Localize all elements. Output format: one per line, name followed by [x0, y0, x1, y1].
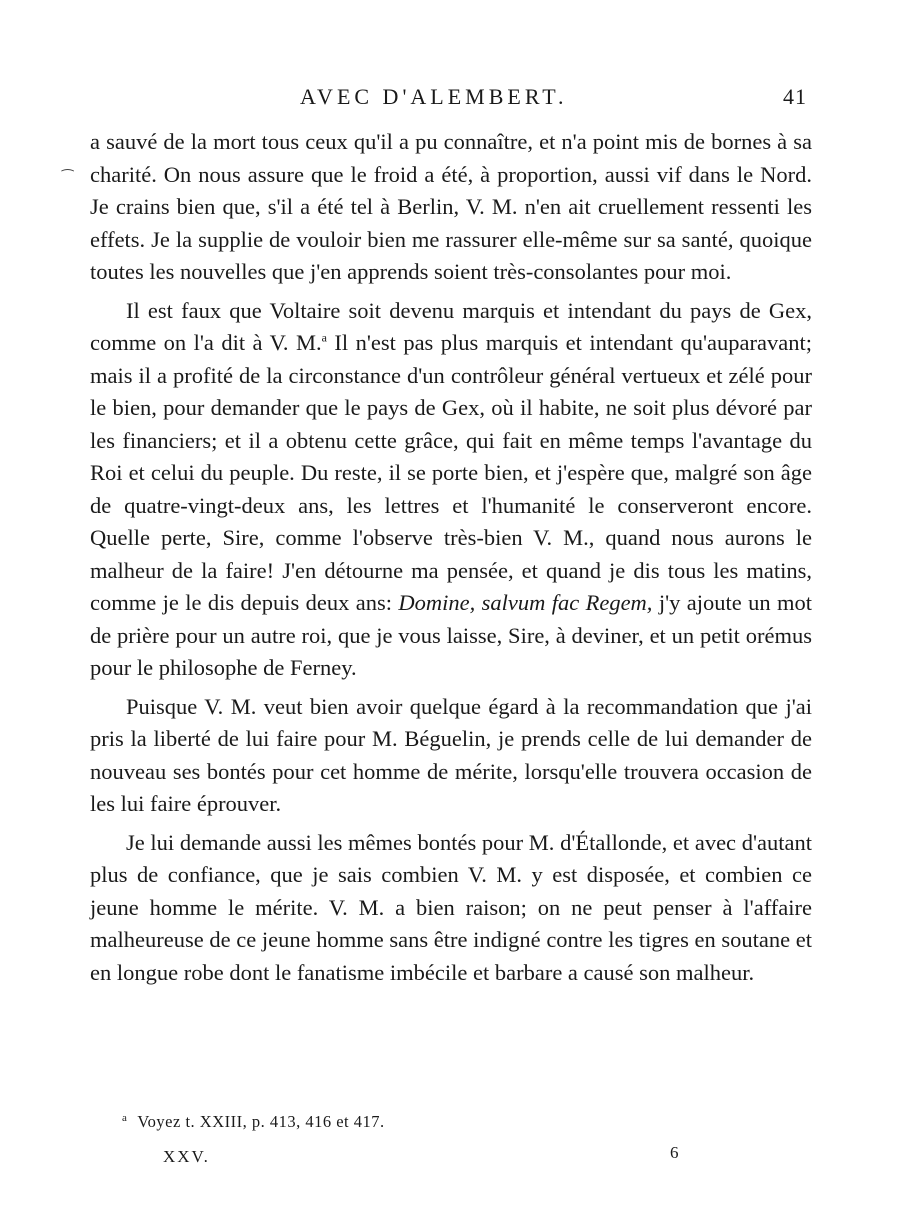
running-title: AVEC D'ALEMBERT. [300, 84, 568, 109]
footnote-marker: a [122, 1111, 128, 1124]
running-head [0, 84, 900, 114]
paragraph-text: Il est faux que Voltaire soit devenu marquis et intendant du pays de Gex, comme on l'a dit à V. M. [90, 297, 812, 355]
margin-mark: ⁀ [62, 171, 74, 186]
footnote-reference: a [321, 330, 327, 345]
sheet-signature: 6 [670, 1143, 679, 1162]
paragraph-continued: a sauvé de la mort tous ceux qu'il a pu connaître, et n'a point mis de bornes à sa charité. On nous assure que le froid a été, à proportion, aussi vif dans le Nord. Je crains bien que, s'il a été tel à Berlin, V. M. n'en ait cruellement ressenti les effets. Je la supplie de vouloir bien me rassurer elle-même sur sa santé, quoique toutes les nouvelles que j'en apprends soient très-consolantes pour moi. [90, 129, 812, 284]
page-number: 41 [783, 84, 807, 109]
paragraph-text: Il n'est pas plus marquis et intendant qu'auparavant; mais il a profité de la circonstance d'un contrôleur général vertueux et zélé pour le bien, pour demander que le pays de Gex, où il habite, ne soit plus dévoré par les financiers; et il a obtenu cette grâce, qui fait en même temps l'avantage du Roi et celui du peuple. Du reste, il se porte bien, et j'espère que, malgré son âge de quatre-vingt-deux ans, les lettres et l'humanité le conserveront encore. Quelle perte, Sire, comme l'observe très-bien V. M., quand nous aurons le malheur de la faire! J'en détourne ma pensée, et quand je dis tous les matins, comme je le dis depuis deux ans: [90, 330, 812, 615]
paragraph-voltaire [90, 295, 812, 685]
paragraph-beguelin: Puisque V. M. veut bien avoir quelque égard à la recommandation que j'ai pris la liberté de lui faire pour M. Béguelin, je prends celle de lui demander de nouveau ses bontés pour cet homme de mérite, lorsqu'elle trouvera occasion de les lui faire éprouver. [90, 693, 812, 816]
body-text [90, 126, 812, 989]
paragraph-text: j'y ajoute un mot de prière pour un autre roi, que je vous laisse, Sire, à deviner, et un petit orémus pour le philosophe de Ferney. [90, 590, 812, 680]
paragraph-etallonde: Je lui demande aussi les mêmes bontés pour M. d'Étallonde, et avec d'autant plus de confiance, que je sais combien V. M. y est disposée, et combien ce jeune homme le mérite. V. M. a bien raison; on ne peut penser à l'affaire malheureuse de ce jeune homme sans être indigné contre les tigres en soutane et en longue robe dont le fanatisme imbécile et barbare a causé son malheur. [90, 829, 812, 985]
footnote [122, 1112, 385, 1132]
footnote-text: Voyez t. XXIII, p. 413, 416 et 417. [137, 1112, 385, 1131]
latin-phrase: Domine, salvum fac Regem, [398, 590, 653, 615]
volume-signature: XXV. [163, 1147, 210, 1166]
